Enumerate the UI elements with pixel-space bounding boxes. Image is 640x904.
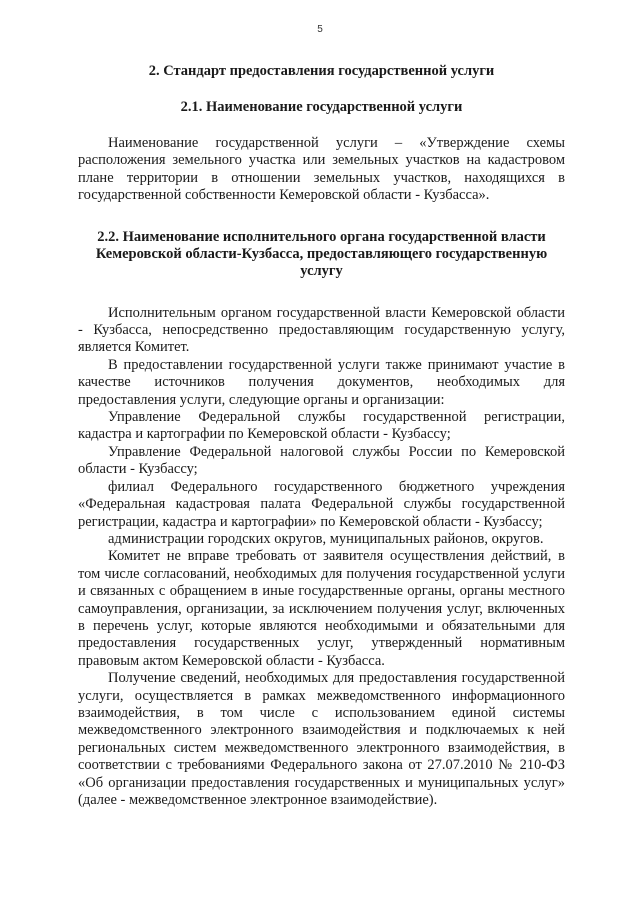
subsection-2-2-body (78, 305, 565, 810)
page-number: 5 (317, 24, 323, 35)
paragraph: Получение сведений, необходимых для предоставления государственной услуги, осуществляется в рамках межведомственного информационного взаимодействия, в том числе с использованием единой системы межведомственного электронного взаимодействия и подключаемых к ней региональных систем межведомственного электронного взаимодействия, в соответствии с требованиями Федерального закона от 27.07.2010 № 210-ФЗ «Об организации предоставления государственных и муниципальных услуг» (далее - межведомственное электронное взаимодействие). (78, 670, 565, 808)
paragraph: Исполнительным органом государственной власти Кемеровской области - Кузбасса, непосредственно предоставляющим государственную услугу, является Комитет. (78, 304, 565, 356)
page-content (78, 60, 565, 809)
paragraph: Управление Федеральной службы государственной регистрации, кадастра и картографии по Кемеровской области - Кузбассу; (78, 409, 565, 443)
paragraph: администрации городских округов, муниципальных районов, округов. (108, 530, 544, 547)
subsection-2-2-title: 2.2. Наименование исполнительного органа государственной власти Кемеровской области-Кузбасса, предоставляющего государственную услугу (95, 228, 548, 279)
paragraph: Комитет не вправе требовать от заявителя осуществления действий, в том числе согласований, необходимых для получения государственной услуги и связанных с обращением в иные государственные органы, органы местного самоуправления, организации, за исключением получения услуг, включенных в перечень услуг, которые являются необходимыми и обязательными для предоставления государственных услуг, утвержденный нормативным правовым актом Кемеровской области - Кузбасса. (78, 548, 565, 669)
section-title: 2. Стандарт предоставления государственной услуги (148, 63, 495, 79)
subsection-2-1-title: 2.1. Наименование государственной услуги (180, 99, 463, 115)
paragraph: В предоставлении государственной услуги также принимают участие в качестве источников получения документов, необходимых для предоставления услуги, следующие органы и организации: (78, 356, 565, 408)
paragraph: Управление Федеральной налоговой службы России по Кемеровской области - Кузбассу; (78, 443, 565, 478)
paragraph: филиал Федерального государственного бюджетного учреждения «Федеральная кадастровая палата Федеральной службы государственной регистрации, кадастра и картографии» по Кемеровской области - Кузбассу; (78, 478, 565, 530)
subsection-2-1-body (78, 135, 565, 205)
paragraph: Наименование государственной услуги – «Утверждение схемы расположения земельного участка или земельных участков на кадастровом плане территории в отношении земельных участков, находящихся в государственной собственности Кемеровской области - Кузбасса». (78, 135, 565, 204)
